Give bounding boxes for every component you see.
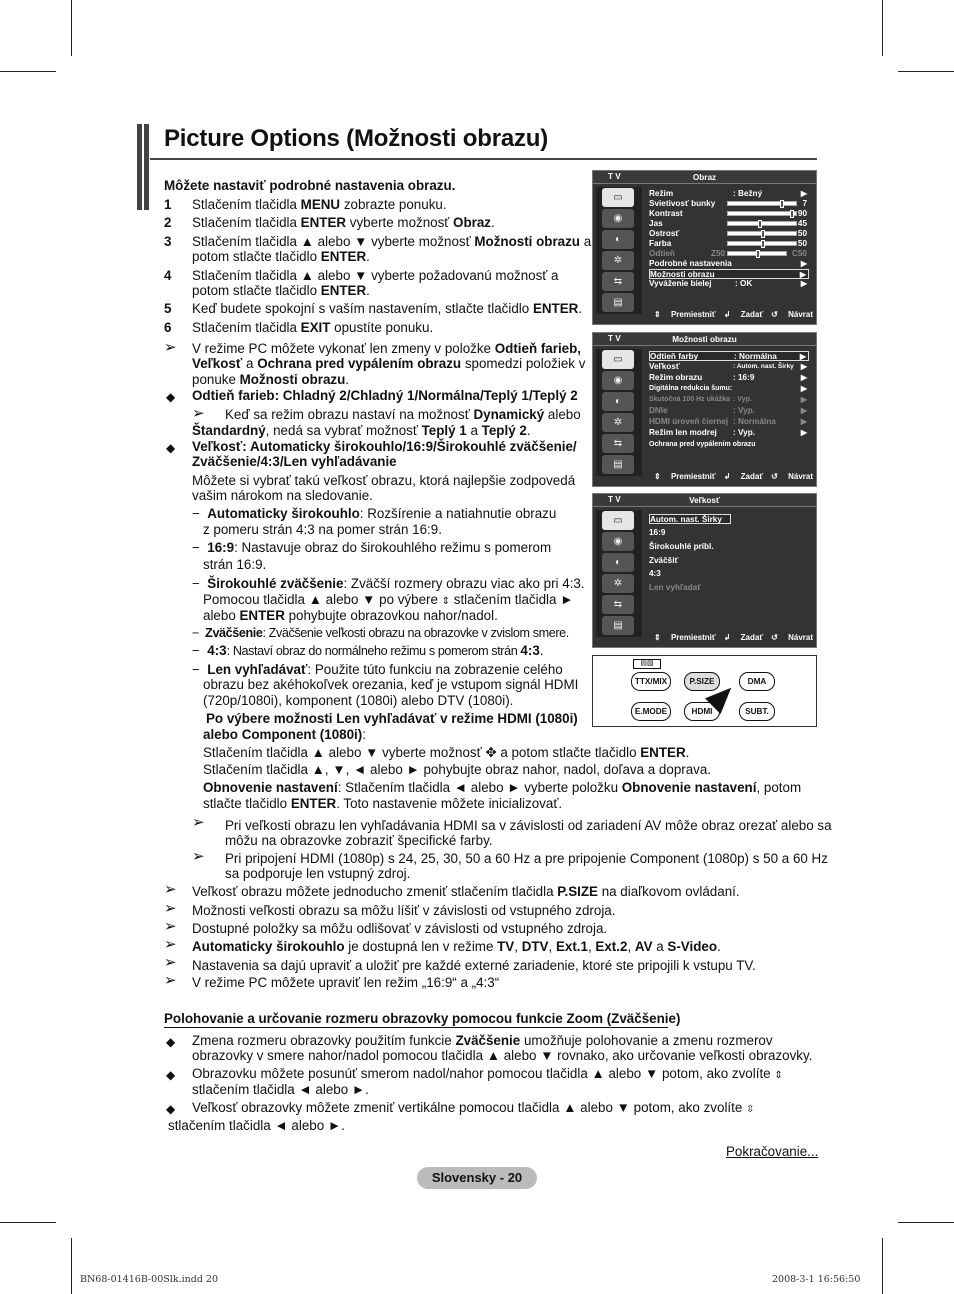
menu-row: Digitálna redukcia šumu: ▶ [649, 384, 807, 393]
size-move-2: Stlačením tlačidla ▲, ▼, ◄ alebo ► pohybujte obraz nahor, nadol, doľava a doprava. [203, 762, 712, 777]
size-zoom: − Zväčšenie: Zväčšenie veľkosti obrazu na obrazovke v zvislom smere. [192, 626, 569, 640]
channel-icon: ◐ [602, 392, 634, 411]
size-reset-2: stlačte tlačidlo ENTER. Toto nastavenie môžete inicializovať. [203, 796, 563, 811]
inner-note-1: Pri veľkosti obrazu len vyhľadávania HDMI sa v závislosti od zariadení AV môže obraz orezať alebo sa [225, 818, 832, 833]
tint-heading: Odtieň farieb: Chladný 2/Chladný 1/Normálna/Teplý 1/Teplý 2 [192, 388, 578, 403]
slider [727, 221, 797, 226]
pc-note-2: Veľkosť a Ochrana pred vypálením obrazu spomedzi položiek v [192, 356, 586, 371]
file-footer: BN68-01416B-00Slk.indd 20 [80, 1274, 219, 1285]
menu-row: Jas 45 [649, 219, 807, 228]
crop-mark [882, 1238, 883, 1294]
note-arrow-icon: ➢ [164, 936, 177, 953]
crop-mark [71, 1238, 72, 1294]
step-4: Stlačením tlačidla ▲ alebo ▼ vyberte požadovanú možnosť a [192, 268, 559, 283]
note-items: Dostupné položky sa môžu odlišovať v závislosti od vstupného zdroja. [192, 921, 608, 936]
menu-row: Len vyhľadať [649, 583, 702, 592]
size-scan-2: obrazu bez akéhokoľvek orezania, keď je vstupom signál HDMI [203, 677, 579, 692]
crop-mark [0, 1222, 56, 1223]
note-arrow-icon: ➢ [164, 954, 177, 971]
title-decoration [137, 124, 149, 210]
ttx-mix-button[interactable]: TTX/MIX [631, 672, 671, 691]
inner-note-2: Pri pripojení HDMI (1080p) s 24, 25, 30, 50 a 60 Hz a pre pripojenie Component (1080p) s 50 a 60 Hz [225, 851, 828, 866]
tv-menu-picture [592, 170, 817, 325]
note-psize: Veľkosť obrazu môžete jednoducho zmeniť stlačením tlačidla P.SIZE na diaľkovom ovládaní. [192, 884, 740, 899]
step-number: 5 [164, 301, 172, 316]
menu-row: Skutočná 100 Hz ukážka : Vyp. ▶ [649, 395, 807, 404]
picture-icon: ▭ [602, 511, 634, 530]
menu-row-selected: Možnosti obrazu ▶ [649, 269, 809, 279]
note-arrow-icon: ➢ [164, 881, 177, 898]
note-options: Možnosti veľkosti obrazu sa môžu líšiť v závislosti od vstupného zdroja. [192, 903, 616, 918]
menu-row: Zväčšiť [649, 556, 679, 565]
note-arrow-icon: ➢ [192, 814, 205, 831]
slider [727, 241, 797, 246]
menu-row: Kontrast 90 [649, 209, 807, 218]
zoom-b3-cont: stlačením tlačidla ◄ alebo ►. [168, 1118, 345, 1133]
bullet-icon: ◆ [166, 1102, 176, 1116]
menu-row: Podrobné nastavenia ▶ [649, 259, 807, 268]
step-3: Stlačením tlačidla ▲ alebo ▼ vyberte možnosť Možnosti obrazu a [192, 234, 592, 249]
menu-row: Ostrosť 50 [649, 229, 807, 238]
menu-row: Režim len modrej : Vyp. ▶ [649, 428, 807, 437]
bullet-icon: ◆ [166, 1068, 176, 1082]
menu-title: Možnosti obrazu [672, 335, 737, 344]
menu-row: Farba 50 [649, 239, 807, 248]
tv-label: T V [608, 495, 621, 504]
menu-sidebar [596, 510, 642, 637]
application-icon: ▤ [602, 455, 634, 474]
hdmi-button[interactable]: HDMI [684, 702, 720, 721]
size-43: − 4:3: Nastaví obraz do normálneho režimu s pomerom strán 4:3. [192, 643, 544, 658]
size-icon: ⇳ [746, 1104, 755, 1115]
step-5: Keď budete spokojní s vaším nastavením, stlačte tlačidlo ENTER. [192, 301, 583, 316]
crop-mark [898, 1222, 954, 1223]
size-desc: Môžete si vybrať takú veľkosť obrazu, ktorá najlepšie zodpovedá [192, 473, 576, 488]
menu-row: Širokouhlé príbl. [649, 542, 714, 551]
picture-icon: ▭ [602, 188, 634, 207]
input-icon: ⇆ [602, 272, 634, 291]
tint-note: Keď sa režim obrazu nastaví na možnosť Dynamický alebo [225, 407, 581, 422]
subt-button[interactable]: SUBT. [739, 702, 775, 721]
note-arrow-icon: ➢ [192, 848, 205, 865]
crop-mark [898, 71, 954, 72]
tv-menu-size [592, 493, 817, 648]
remote-control [592, 655, 817, 727]
step-number: 6 [164, 320, 172, 335]
menu-row: Režim obrazu : 16:9 ▶ [649, 373, 807, 382]
step-number: 4 [164, 268, 172, 283]
size-heading: Veľkosť: Automaticky širokouhlo/16:9/Širokouhlé zväčšenie/ [192, 439, 577, 454]
page-number-badge: Slovensky - 20 [417, 1167, 537, 1189]
size-heading-2: Zväčšenie/4:3/Len vyhľadávanie [192, 454, 397, 469]
size-169: − 16:9: Nastavuje obraz do širokouhlého režimu s pomerom [192, 540, 552, 555]
section-underline [164, 1027, 668, 1028]
step-number: 2 [164, 215, 172, 230]
menu-row: Svietivosť bunky 7 [649, 199, 807, 208]
size-wide-3: alebo ENTER pohybujte obrazovkou nahor/nadol. [203, 608, 498, 623]
menu-title: Obraz [692, 173, 717, 182]
tv-menu-picture-options [592, 332, 817, 487]
setup-icon: ✲ [602, 413, 634, 432]
menu-row: Režim : Bežný ▶ [649, 189, 807, 198]
size-move: Stlačením tlačidla ▲ alebo ▼ vyberte možnosť ✥ a potom stlačte tlačidlo ENTER. [203, 745, 690, 760]
size-wide: − Širokouhlé zväčšenie: Zväčší rozmery obrazu viac ako pri 4:3. [192, 576, 585, 591]
menu-footer: ⇕ Premiestniť ↲ Zadať ↺ Návrat [654, 310, 813, 319]
note-settings: Nastavenia sa dajú upraviť a uložiť pre každé externé zariadenie, ktoré ste pripojili k vstupu TV. [192, 958, 756, 973]
position-icon: ⇕ [441, 596, 451, 607]
note-auto: Automaticky širokouhlo je dostupná len v režime TV, DTV, Ext.1, Ext.2, AV a S-Video. [192, 939, 721, 954]
channel-icon: ◐ [602, 553, 634, 572]
slider [727, 201, 797, 206]
size-after: Po výbere možnosti Len vyhľadávať v režime HDMI (1080i) [206, 711, 578, 726]
size-wide-2: Pomocou tlačidla ▲ alebo ▼ po výbere ⇕ stlačením tlačidla ► [203, 592, 574, 607]
zoom-b2-cont: stlačením tlačidla ◄ alebo ►. [192, 1082, 369, 1097]
menu-row: 4:3 [649, 569, 661, 578]
note-arrow-icon: ➢ [192, 405, 205, 422]
sound-icon: ◉ [602, 532, 634, 551]
step-3-cont: potom stlačte tlačidlo ENTER. [192, 249, 370, 264]
size-169-2: strán 16:9. [203, 557, 267, 572]
sound-icon: ◉ [602, 209, 634, 228]
menu-sidebar [596, 187, 642, 314]
application-icon: ▤ [602, 616, 634, 635]
size-auto-2: z pomeru strán 4:3 na pomer strán 16:9. [203, 522, 442, 537]
tv-label: T V [608, 172, 621, 181]
input-icon: ⇆ [602, 434, 634, 453]
menu-row: Odtieň Z50 C50 [649, 249, 807, 258]
date-footer: 2008-3-1 16:56:50 [772, 1274, 861, 1285]
menu-row: Ochrana pred vypálením obrazu [649, 441, 756, 448]
psize-button[interactable]: P.SIZE [684, 672, 720, 691]
menu-row: HDMI úroveň čiernej : Normálna ▶ [649, 417, 807, 426]
picture-icon: ▭ [602, 350, 634, 369]
menu-row-selected: Odtieň farby : Normálna ▶ [649, 351, 809, 361]
channel-icon: ◐ [602, 230, 634, 249]
size-scan: − Len vyhľadávať: Použite túto funkciu na zobrazenie celého [192, 662, 563, 677]
intro: Môžete nastaviť podrobné nastavenia obrazu. [164, 178, 456, 193]
note-arrow-icon: ➢ [164, 972, 177, 989]
sound-icon: ◉ [602, 371, 634, 390]
size-auto: − Automaticky širokouhlo: Rozšírenie a natiahnutie obrazu [192, 506, 557, 521]
menu-row: Vyváženie bielej : OK ▶ [649, 279, 807, 288]
zoom-section-heading: Polohovanie a určovanie rozmeru obrazovky pomocou funkcie Zoom (Zväčšenie) [164, 1011, 681, 1026]
crop-mark [71, 0, 72, 56]
menu-sidebar [596, 349, 642, 476]
move-icon: ✥ [485, 745, 497, 760]
emode-button[interactable]: E.MODE [631, 702, 671, 721]
dma-button[interactable]: DMA [739, 672, 775, 691]
menu-footer: ⇕ Premiestniť ↲ Zadať ↺ Návrat [654, 472, 813, 481]
step-4-cont: potom stlačte tlačidlo ENTER. [192, 283, 370, 298]
zoom-b2: Obrazovku môžete posunúť smerom nadol/nahor pomocou tlačidla ▲ alebo ▼ potom, ako zvolíte ⇕ [192, 1066, 783, 1081]
zoom-b3: Veľkosť obrazovky môžete zmeniť vertikálne pomocou tlačidla ▲ alebo ▼ potom, ako zvolíte ⇳ [192, 1100, 755, 1115]
step-2: Stlačením tlačidla ENTER vyberte možnosť Obraz. [192, 215, 495, 230]
note-pc: V režime PC môžete upraviť len režim „16:9“ a „4:3“ [192, 975, 500, 990]
note-arrow-icon: ➢ [164, 918, 177, 935]
tv-label: T V [608, 334, 621, 343]
slider [727, 211, 797, 216]
page-title: Picture Options (Možnosti obrazu) [164, 125, 549, 152]
inner-note-1-cont: môžu na obrazovke zobraziť špecifické farby. [225, 833, 493, 848]
crop-mark [882, 0, 883, 56]
tint-note-2: Štandardný, nedá sa vybrať možnosť Teplý 1 a Teplý 2. [192, 423, 531, 438]
bullet-icon: ◆ [166, 441, 176, 455]
setup-icon: ✲ [602, 251, 634, 270]
title-rule [150, 158, 817, 160]
menu-row-selected: Autom. nast. Širky [649, 514, 731, 524]
position-icon: ⇕ [774, 1070, 783, 1081]
setup-icon: ✲ [602, 574, 634, 593]
menu-footer: ⇕ Premiestniť ↲ Zadať ↺ Návrat [654, 633, 813, 642]
step-6: Stlačením tlačidla EXIT opustíte ponuku. [192, 320, 434, 335]
pc-note-3: ponuke Možnosti obrazu. [192, 372, 350, 387]
application-icon: ▤ [602, 293, 634, 312]
step-number: 1 [164, 197, 172, 212]
zoom-b1-cont: obrazovky v smere nahor/nadol pomocou tlačidla ▲ alebo ▼ rovnako, ako určovanie veľkosti obrazovky. [192, 1048, 813, 1063]
size-scan-3: (720p/1080i), komponent (1080i) alebo DTV (1080i). [203, 693, 514, 708]
menu-row: Veľkosť : Autom. nast. Širky ▶ [649, 362, 807, 371]
input-icon: ⇆ [602, 595, 634, 614]
continue-label: Pokračovanie... [726, 1144, 819, 1159]
size-reset: Obnovenie nastavení: Stlačením tlačidla ◄ alebo ► vyberte položku Obnovenie nastavení, potom [203, 780, 802, 795]
note-arrow-icon: ➢ [164, 900, 177, 917]
step-number: 3 [164, 234, 172, 249]
note-arrow-icon: ➢ [164, 339, 177, 356]
slider [727, 231, 797, 236]
crop-mark [0, 71, 56, 72]
menu-row: 16:9 [649, 528, 666, 537]
size-after-2: alebo Component (1080i): [203, 727, 366, 742]
size-desc-2: vašim nárokom na sledovanie. [192, 488, 373, 503]
menu-row: DNIe : Vyp. ▶ [649, 406, 807, 415]
inner-note-2-cont: sa podporuje len vstupný zdroj. [225, 866, 411, 881]
bullet-icon: ◆ [166, 390, 176, 404]
menu-title: Veľkosť [689, 496, 720, 505]
slider [727, 251, 787, 256]
pc-note: V režime PC môžete vykonať len zmeny v položke Odtieň farieb, [192, 341, 582, 356]
zoom-b1: Zmena rozmeru obrazovky použitím funkcie Zväčšenie umožňuje polohovanie a zmenu rozmerov [192, 1033, 773, 1048]
step-1: Stlačením tlačidla MENU zobrazte ponuku. [192, 197, 447, 212]
teletext-icon: ▤▨ [633, 659, 661, 669]
bullet-icon: ◆ [166, 1035, 176, 1049]
